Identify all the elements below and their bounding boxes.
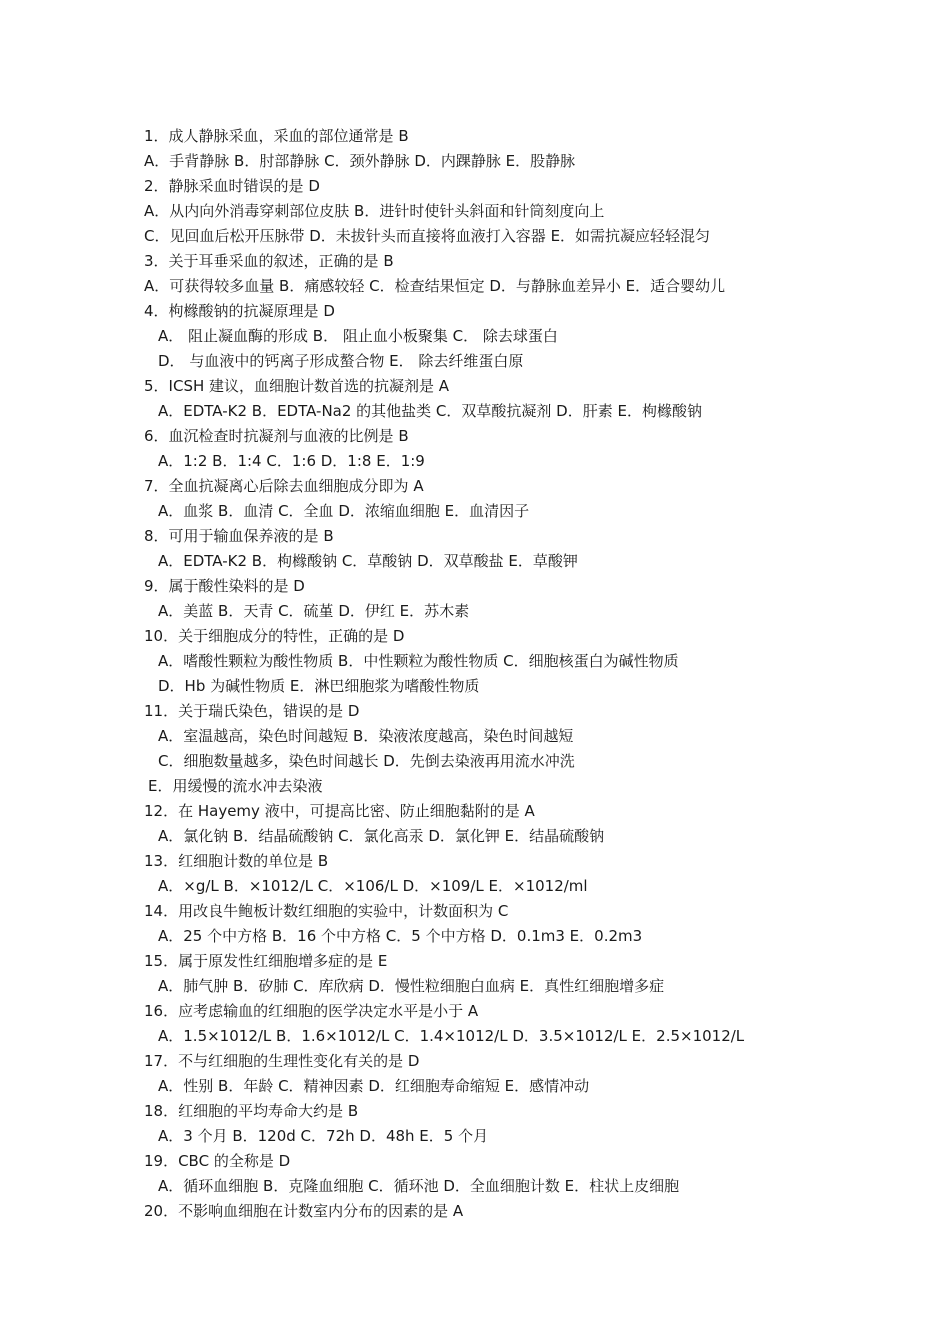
options-line: A．EDTA-K2 B．枸橼酸钠 C．草酸钠 D．双草酸盐 E．草酸钾	[158, 552, 578, 570]
options-line: A．25 个中方格 B．16 个中方格 C．5 个中方格 D．0.1m3 E．0.2m3	[158, 927, 643, 945]
options-line: A．循环血细胞 B．克隆血细胞 C．循环池 D．全血细胞计数 E．柱状上皮细胞	[158, 1177, 680, 1195]
options-line: C．细胞数量越多，染色时间越长 D．先倒去染液再用流水冲洗	[158, 752, 575, 770]
question-list	[0, 124, 950, 1224]
options-line: A．手背静脉 B．肘部静脉 C．颈外静脉 D．内踝静脉 E．股静脉	[144, 152, 576, 170]
options-line: D．Hb 为碱性物质 E．淋巴细胞浆为嗜酸性物质	[158, 677, 480, 695]
options-line: A．3 个月 B．120d C．72h D．48h E．5 个月	[158, 1127, 489, 1145]
question-line: 3．关于耳垂采血的叙述，正确的是 B	[144, 252, 394, 270]
options-line: E．用缓慢的流水冲去染液	[148, 777, 323, 795]
options-line: A．美蓝 B．天青 C．硫堇 D．伊红 E．苏木素	[158, 602, 470, 620]
options-line: A． 阻止凝血酶的形成 B． 阻止血小板聚集 C． 除去球蛋白	[158, 327, 558, 345]
question-line: 13．红细胞计数的单位是 B	[144, 852, 329, 870]
question-line: 5．ICSH 建议，血细胞计数首选的抗凝剂是 A	[144, 377, 450, 395]
options-line: A．可获得较多血量 B．痛感较轻 C．检查结果恒定 D．与静脉血差异小 E．适合婴幼儿	[144, 277, 726, 295]
question-line: 10．关于细胞成分的特性，正确的是 D	[144, 627, 405, 645]
question-line: 9．属于酸性染料的是 D	[144, 577, 305, 595]
options-line: A．1.5×1012/L B．1.6×1012/L C．1.4×1012/L D．3.5×1012/L E．2.5×1012/L	[158, 1027, 745, 1045]
options-line: A．1:2 B．1:4 C．1:6 D．1:8 E．1:9	[158, 452, 425, 470]
options-line: A．性别 B．年龄 C．精神因素 D．红细胞寿命缩短 E．感情冲动	[158, 1077, 590, 1095]
question-line: 1．成人静脉采血，采血的部位通常是 B	[144, 127, 409, 145]
question-line: 8．可用于输血保养液的是 B	[144, 527, 334, 545]
question-line: 18．红细胞的平均寿命大约是 B	[144, 1102, 359, 1120]
options-line: A．室温越高，染色时间越短 B．染液浓度越高，染色时间越短	[158, 727, 574, 745]
question-line: 6．血沉检查时抗凝剂与血液的比例是 B	[144, 427, 409, 445]
question-line: 11．关于瑞氏染色，错误的是 D	[144, 702, 360, 720]
options-line: A．氯化钠 B．结晶硫酸钠 C．氯化高汞 D．氯化钾 E．结晶硫酸钠	[158, 827, 605, 845]
options-line: C．见回血后松开压脉带 D．未拔针头而直接将血液打入容器 E．如需抗凝应轻轻混匀	[144, 227, 711, 245]
question-line: 20．不影响血细胞在计数室内分布的因素的是 A	[144, 1202, 464, 1220]
question-line: 4．枸橼酸钠的抗凝原理是 D	[144, 302, 335, 320]
options-line: A．从内向外消毒穿刺部位皮肤 B．进针时使针头斜面和针筒刻度向上	[144, 202, 605, 220]
question-line: 16．应考虑输血的红细胞的医学决定水平是小于 A	[144, 1002, 479, 1020]
question-line: 15．属于原发性红细胞增多症的是 E	[144, 952, 388, 970]
question-line: 17．不与红细胞的生理性变化有关的是 D	[144, 1052, 420, 1070]
options-line: A．×g/L B．×1012/L C．×106/L D．×109/L E．×1012/ml	[158, 877, 588, 895]
question-line: 2．静脉采血时错误的是 D	[144, 177, 320, 195]
question-line: 19．CBC 的全称是 D	[144, 1152, 291, 1170]
options-line: A．嗜酸性颗粒为酸性物质 B．中性颗粒为酸性物质 C．细胞核蛋白为碱性物质	[158, 652, 679, 670]
options-line: A．血浆 B．血清 C．全血 D．浓缩血细胞 E．血清因子	[158, 502, 530, 520]
options-line: A．肺气肿 B．矽肺 C．库欣病 D．慢性粒细胞白血病 E．真性红细胞增多症	[158, 977, 665, 995]
options-line: A．EDTA-K2 B．EDTA-Na2 的其他盐类 C．双草酸抗凝剂 D．肝素 E．枸橼酸钠	[158, 402, 702, 420]
question-line: 12．在 Hayemy 液中，可提高比密、防止细胞黏附的是 A	[144, 802, 535, 820]
question-line: 7．全血抗凝离心后除去血细胞成分即为 A	[144, 477, 424, 495]
options-line: D． 与血液中的钙离子形成螯合物 E． 除去纤维蛋白原	[158, 352, 524, 370]
question-line: 14．用改良牛鲍板计数红细胞的实验中，计数面积为 C	[144, 902, 509, 920]
